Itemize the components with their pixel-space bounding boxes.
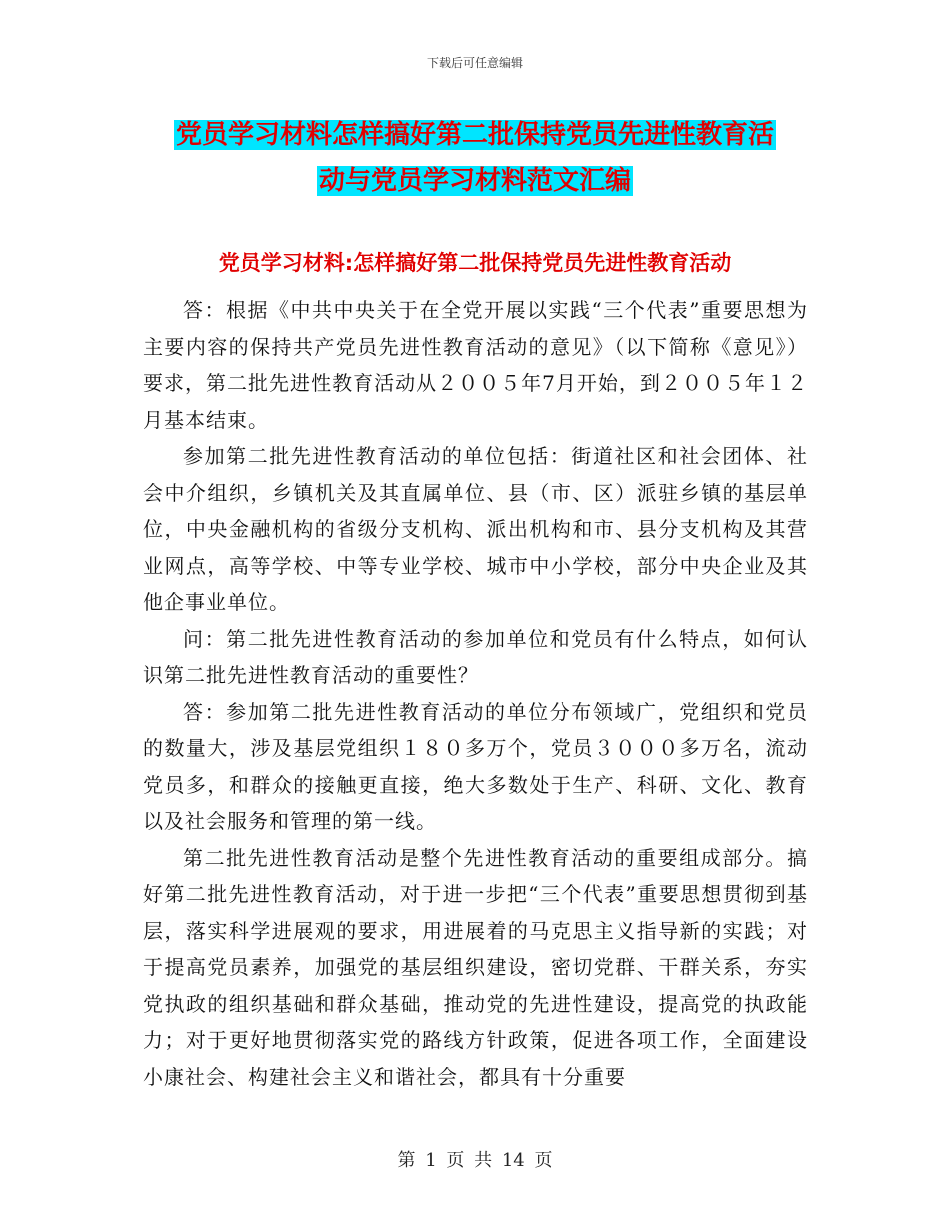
paragraph: 答：参加第二批先进性教育活动的单位分布领域广，党组织和党员的数量大，涉及基层党组织１８０多万个，党员３０００多万名，流动党员多，和群众的接触更直接，绝大多数处于生产、科研、文化、教育以及社会服务和管理的第一线。 [143, 699, 808, 833]
paragraph: 问：第二批先进性教育活动的参加单位和党员有什么特点，如何认识第二批先进性教育活动的重要性？ [143, 626, 808, 687]
page-number-footer: 第 1 页 共 14 页 [397, 1150, 553, 1171]
paragraph: 第二批先进性教育活动是整个先进性教育活动的重要组成部分。搞好第二批先进性教育活动，对于进一步把“三个代表”重要思想贯彻到基层，落实科学进展观的要求，用进展着的马克思主义指导新的实践；对于提高党员素养，加强党的基层组织建设，密切党群、干群关系，夯实党执政的组织基础和群众基础，推动党的先进性建设，提高党的执政能力；对于更好地贯彻落实党的路线方针政策，促进各项工作，全面建设小康社会、构建社会主义和谐社会，都具有十分重要 [143, 845, 808, 1089]
section-heading: 党员学习材料:怎样搞好第二批保持党员先进性教育活动 [218, 251, 732, 275]
document-title [0, 112, 950, 204]
document-title-line-2: 动与党员学习材料范文汇编 [318, 166, 631, 196]
body-text [143, 292, 808, 1095]
paragraph: 答：根据《中共中央关于在全党开展以实践“三个代表”重要思想为主要内容的保持共产党员先进性教育活动的意见》（以下简称《意见》）要求，第二批先进性教育活动从２００５年7月开始，到２００５年１２月基本结束。 [143, 298, 808, 432]
header-note: 下载后可任意编辑 [426, 56, 523, 70]
document-title-line-1: 党员学习材料怎样搞好第二批保持党员先进性教育活 [175, 120, 774, 150]
paragraph: 参加第二批先进性教育活动的单位包括：街道社区和社会团体、社会中介组织，乡镇机关及其直属单位、县（市、区）派驻乡镇的基层单位，中央金融机构的省级分支机构、派出机构和市、县分支机构及其营业网点，高等学校、中等专业学校、城市中小学校，部分中央企业及其他企事业单位。 [143, 444, 808, 614]
